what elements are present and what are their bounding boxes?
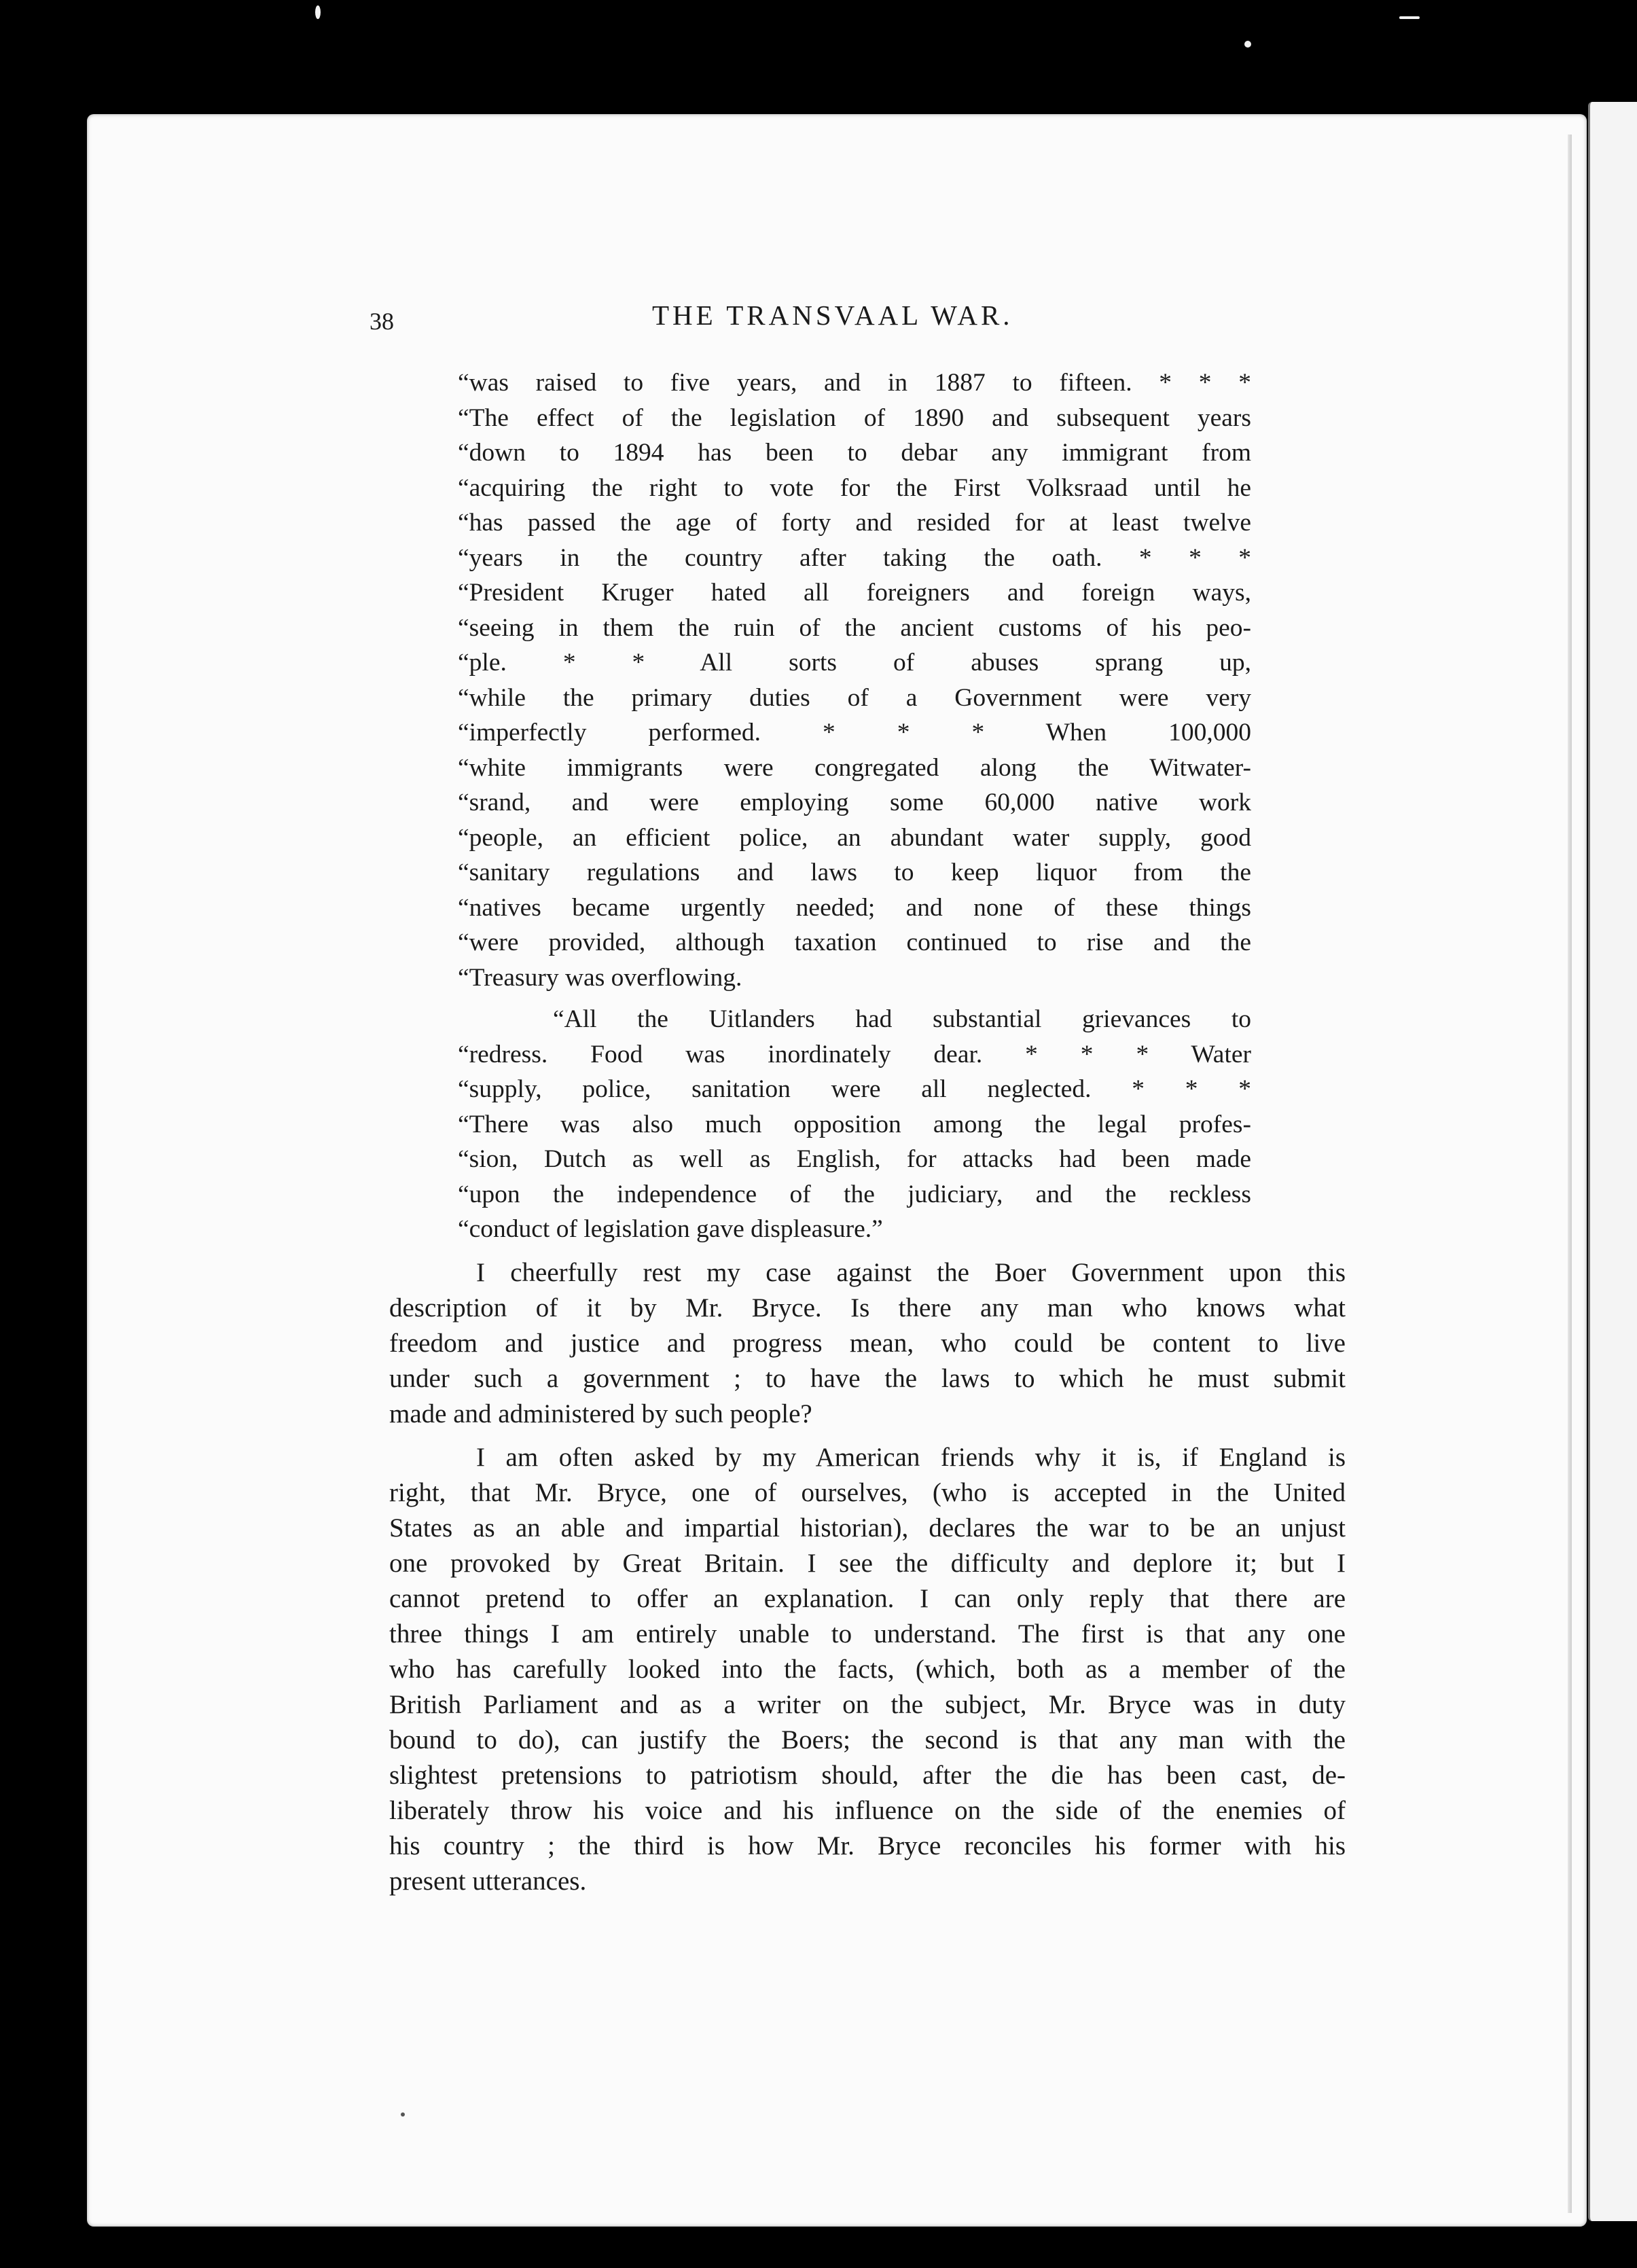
paragraph-gap <box>389 1432 1346 1440</box>
body-line: States as an able and impartial historian), declares the war to be an unjust <box>389 1513 1346 1543</box>
body-line: who has carefully looked into the facts, (which, both as a member of the <box>389 1655 1346 1684</box>
quotation-paragraph <box>458 1002 1251 1247</box>
quotation-line: “Treasury was overflowing. <box>458 963 742 992</box>
quotation-gap <box>458 995 1251 1002</box>
page-number: 38 <box>370 308 394 335</box>
quotation-line: “redress. Food was inordinately dear. * * * Water <box>458 1040 1251 1068</box>
quotation-line: “natives became urgently needed; and none of these things <box>458 893 1251 922</box>
scan-speck <box>1399 16 1420 19</box>
quotation-line: “white immigrants were congregated along the Witwater- <box>458 753 1251 782</box>
quotation-block <box>458 365 1251 1247</box>
body-line: slightest pretensions to patriotism should, after the die has been cast, de- <box>389 1761 1346 1790</box>
quotation-line: “while the primary duties of a Government were very <box>458 683 1251 712</box>
body-line: liberately throw his voice and his influence on the side of the enemies of <box>389 1796 1346 1825</box>
quotation-line: “has passed the age of forty and resided for at least twelve <box>458 509 1251 537</box>
quotation-line: “srand, and were employing some 60,000 native work <box>458 789 1251 816</box>
quotation-line: “There was also much opposition among the legal profes- <box>458 1110 1251 1138</box>
body-line: British Parliament and as a writer on the subject, Mr. Bryce was in duty <box>389 1690 1346 1719</box>
body-line: freedom and justice and progress mean, who could be content to live <box>389 1329 1346 1358</box>
quotation-line: “sanitary regulations and laws to keep liquor from the <box>458 859 1251 886</box>
scan-speck <box>1244 41 1251 48</box>
quotation-line: “ple. * * All sorts of abuses sprang up, <box>458 649 1251 677</box>
body-line: right, that Mr. Bryce, one of ourselves, (who is accepted in the United <box>389 1478 1346 1507</box>
body-paragraph <box>389 1440 1346 1899</box>
quotation-line: “acquiring the right to vote for the First Volksraad until he <box>458 473 1251 502</box>
quotation-line: “upon the independence of the judiciary, and the reckless <box>458 1180 1251 1208</box>
body-line: under such a government ; to have the laws to which he must submit <box>389 1364 1346 1393</box>
quotation-line: “seeing in them the ruin of the ancient customs of his peo- <box>458 613 1251 642</box>
quotation-line: “people, an efficient police, an abundant water supply, good <box>458 823 1251 852</box>
body-line: three things I am entirely unable to understand. The first is that any one <box>389 1619 1346 1649</box>
body-line: description of it by Mr. Bryce. Is there any man who knows what <box>389 1293 1346 1322</box>
body-line: his country ; the third is how Mr. Bryce reconciles his former with his <box>389 1831 1346 1860</box>
quotation-line: “years in the country after taking the oath. * * * <box>458 543 1251 572</box>
body-line: I am often asked by my American friends why it is, if England is <box>476 1443 1346 1472</box>
body-paragraph <box>389 1255 1346 1432</box>
body-line: made and administered by such people? <box>389 1399 812 1428</box>
body-line: present utterances. <box>389 1867 587 1896</box>
quotation-line: “All the Uitlanders had substantial grievances to <box>553 1005 1251 1033</box>
quotation-line: “were provided, although taxation continued to rise and the <box>458 929 1251 956</box>
quotation-line: “President Kruger hated all foreigners and foreign ways, <box>458 579 1251 607</box>
quotation-paragraph <box>458 365 1251 995</box>
body-text <box>389 1255 1346 1899</box>
quotation-line: “sion, Dutch as well as English, for attacks had been made <box>458 1145 1251 1173</box>
body-line: bound to do), can justify the Boers; the second is that any man with the <box>389 1725 1346 1754</box>
quotation-line: “supply, police, sanitation were all neglected. * * * <box>458 1075 1251 1103</box>
scan-speck <box>315 5 321 19</box>
body-line: one provoked by Great Britain. I see the difficulty and deplore it; but I <box>389 1549 1346 1578</box>
running-header: THE TRANSVAAL WAR. <box>652 300 1013 331</box>
quotation-line: “conduct of legislation gave displeasure.” <box>458 1215 883 1243</box>
quotation-line: “was raised to five years, and in 1887 to fifteen. * * * <box>458 369 1251 397</box>
scan-speck <box>401 2112 405 2117</box>
next-page-edge <box>1588 102 1637 2221</box>
quotation-line: “imperfectly performed. * * * When 100,000 <box>458 719 1251 746</box>
quotation-line: “down to 1894 has been to debar any immigrant from <box>458 439 1251 467</box>
body-line: cannot pretend to offer an explanation. I can only reply that there are <box>389 1584 1346 1613</box>
body-line: I cheerfully rest my case against the Boer Government upon this <box>476 1258 1346 1287</box>
quotation-line: “The effect of the legislation of 1890 and subsequent years <box>458 403 1251 432</box>
